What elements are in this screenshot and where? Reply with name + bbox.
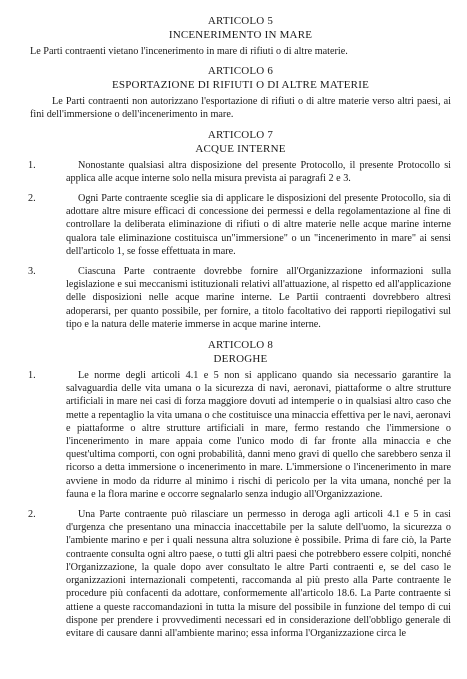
paragraph-text: Le norme degli articoli 4.1 e 5 non si applicano quando sia necessario garantire la salvaguardia delle vita umana o la sicurezza di navi, aeronavi, piattaforme o altre strutture artificiali in mare nei casi di forza maggiore dovuti ad intemperie o in qualsiasi altro caso che mette a repentaglio la vita umana o che costituisce una minaccia effettiva per le navi, aeronavi e piattaforme o altre strutture artificiali in mare, fermo restando che l'immersione o l'incenerimento in mare appaia come l'unico modo di far fronte alla minaccia e che quest'ultima comporti, con ogni probabilità, danni meno gravi di quello che sarebbero senza il ricorso a detta immersione o incenerimento in mare. L'immersione o l'incenerimento in mare avviene in modo da ridurre al minimo i rischi di pericolo per la vita umana, nonché per la fauna e la flora marine e occorre segnalarlo senza indugio all'Organizzazione. xyxy=(66,370,451,500)
article-7-title: ARTICOLO 7 xyxy=(207,128,274,141)
article-7-paragraph-3 xyxy=(30,265,451,331)
article-6-title: ARTICOLO 6 xyxy=(207,65,274,78)
article-8-title: ARTICOLO 8 xyxy=(207,339,274,352)
paragraph-number: 2. xyxy=(28,193,36,205)
article-6-text: Le Parti contraenti non autorizzano l'esportazione di rifiuti o di altre materie verso altri paesi, ai fini dell'immersione o dell'incenerimento in mare. xyxy=(30,96,451,121)
article-8-subtitle: DEROGHE xyxy=(213,353,268,366)
article-8-paragraph-1 xyxy=(30,369,451,501)
article-8-paragraph-2 xyxy=(30,508,451,640)
article-5-subtitle: INCENERIMENTO IN MARE xyxy=(168,29,313,41)
article-5-text: Le Parti contraenti vietano l'incenerimento in mare di rifiuti o di altre materie. xyxy=(30,46,348,57)
paragraph-number: 2. xyxy=(28,509,36,521)
article-5-title: ARTICOLO 5 xyxy=(207,15,274,27)
paragraph-number: 1. xyxy=(28,370,36,382)
article-7-subtitle: ACQUE INTERNE xyxy=(195,142,286,155)
article-7-paragraph-1 xyxy=(30,159,451,185)
paragraph-text: Ciascuna Parte contraente dovrebbe fornire all'Organizzazione informazioni sulla legislazione e sui meccanismi istituzionali relativi all'attuazione, al rispetto ed all'applicazione delle disposizioni nelle acque marine interne. Le Partii contraenti dovrebbero altresì adoperarsi, per quanto possibile, per fornire, a titolo facoltativo dei rapporti riepilogativi sul tipo e la natura delle materie immerse in acque marine interne. xyxy=(66,266,451,330)
paragraph-number: 1. xyxy=(28,159,36,171)
paragraph-number: 3. xyxy=(28,266,36,278)
paragraph-text: Ogni Parte contraente sceglie sia di applicare le disposizioni del presente Protocollo, sia di adottare altre misure efficaci di concessione dei permessi e della regolamentazione al fine di controllare la deliberata eliminazione di rifiuti o di altre materie nelle acque marine interne qualora tale eliminazione costituisca un"immersione" o un "incenerimento in mare" ai sensi dell'articolo 1, se fosse effettuata in mare. xyxy=(66,193,451,257)
paragraph-text: Nonostante qualsiasi altra disposizione del presente Protocollo, il presente Protocollo si applica alle acque interne solo nella misura prevista ai paragrafi 2 e 3. xyxy=(66,159,451,184)
paragraph-text: Una Parte contraente può rilasciare un permesso in deroga agli articoli 4.1 e 5 in casi d'urgenza che presentano una minaccia inaccettabile per la salute dell'uomo, la sicurezza o l'ambiente marino e per i quali nessuna altra soluzione è possibile. Prima di fare ciò, la Parte contraente consulta ogni altro paese, o tutti gli altri paesi che potrebbero essere colpiti, nonché l'Organizzazione, la quale dopo aver consultato le altre Parti contraenti e, se del caso le organizzazioni internazionali competenti, raccomanda al più presto alla Parte contraente le procedure più confacenti da adottare, conformemente all'articolo 18.6. La Parte contraente si attiene a queste raccomandazioni in tutta la misure del possibile in funzione del tempo di cui dispone per prendere i provvedimenti necessari ed in considerazione dell'obbligo generale di evitare di causare danni all'ambiente marino; essa informa l'Organizzazione circa le xyxy=(66,509,451,639)
article-6-subtitle: ESPORTAZIONE DI RIFIUTI O DI ALTRE MATERIE xyxy=(112,79,369,92)
article-7-paragraph-2 xyxy=(30,192,451,258)
